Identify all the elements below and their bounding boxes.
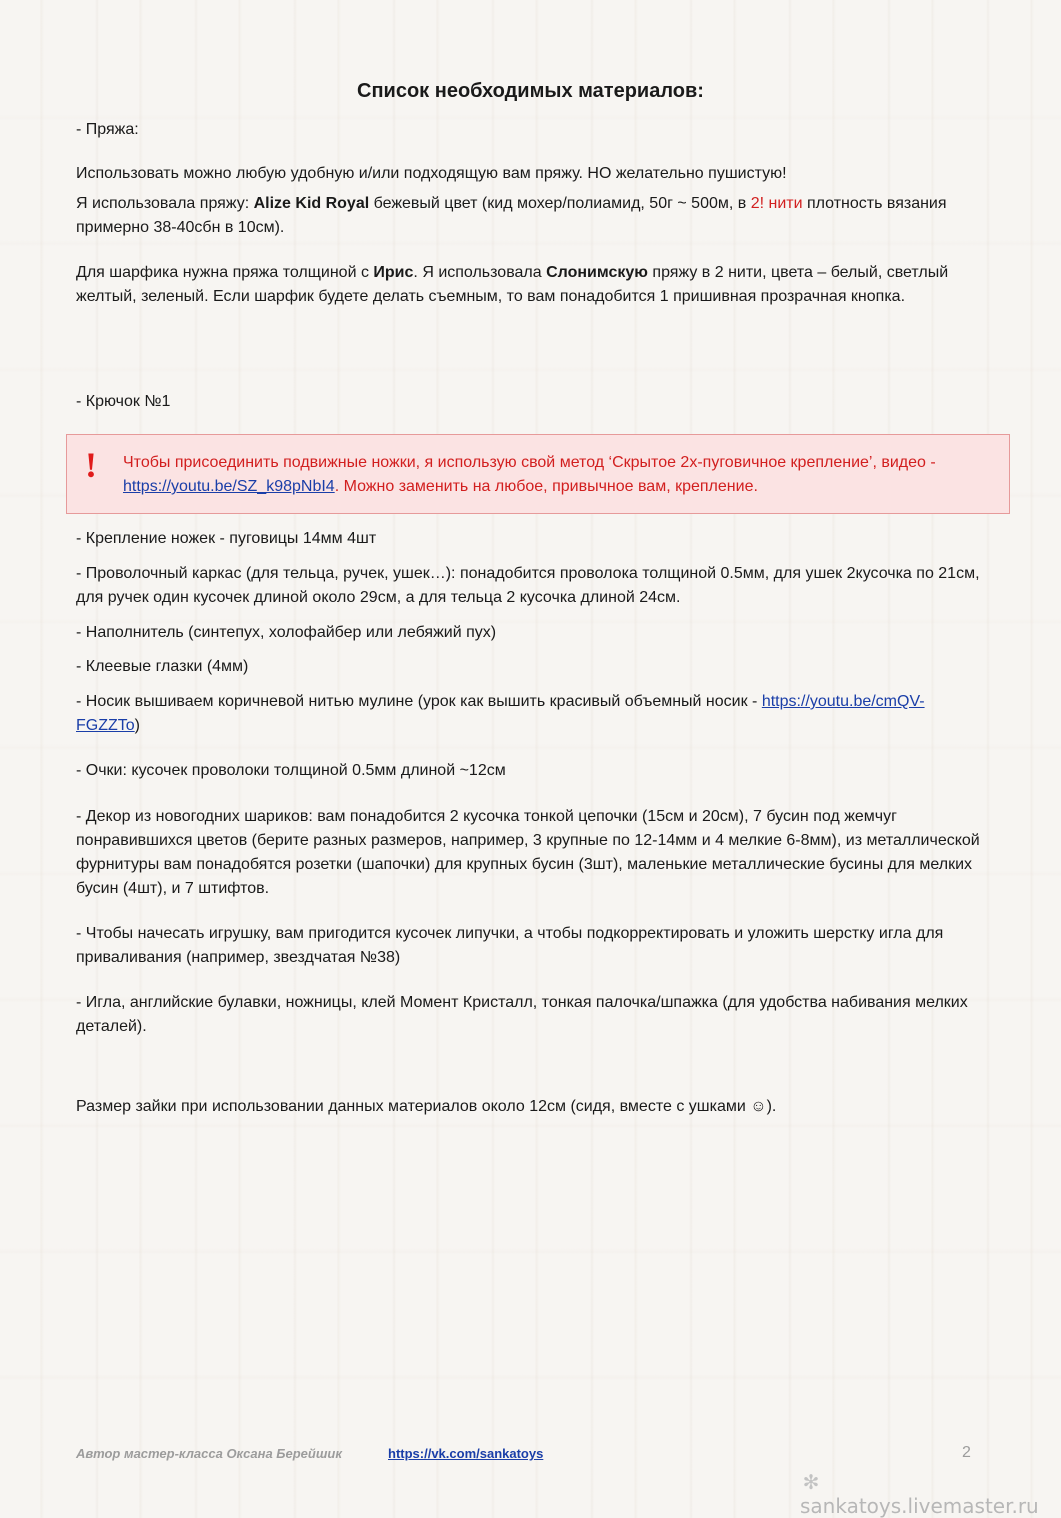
exclamation-icon: ! — [85, 445, 97, 485]
footer-author: Автор мастер-класса Оксана Берейшик — [76, 1446, 342, 1461]
yarn-intro: Использовать можно любую удобную и/или подходящую вам пряжу. НО желательно пушистую! — [76, 165, 787, 182]
yarn-used-text-2: бежевый цвет (кид мохер/полиамид, 50г ~ 500м, в — [369, 195, 751, 212]
scarf-text-1: Для шарфика нужна пряжа толщиной с — [76, 264, 374, 281]
footer-site-link[interactable]: https://vk.com/sankatoys — [388, 1446, 544, 1461]
item-eyes: - Клеевые глазки (4мм) — [76, 658, 249, 675]
video-link-legs[interactable]: https://youtu.be/SZ_k98pNbI4 — [123, 478, 335, 495]
size-note: Размер зайки при использовании данных материалов около 12см (сидя, вместе с ушками ☺). — [76, 1098, 777, 1115]
yarn-used-paragraph — [76, 192, 986, 240]
item-legs: - Крепление ножек - пуговицы 14мм 4шт — [76, 530, 377, 547]
yarn-used-text-1: Я использовала пряжу: — [76, 195, 254, 212]
scarf-paragraph — [76, 261, 986, 309]
attention-box — [66, 434, 1010, 514]
scarf-yarn-iris: Ирис — [373, 264, 414, 281]
nose-text-1: - Носик вышиваем коричневой нитью мулине (урок как вышить красивый объемный носик - — [76, 693, 762, 710]
yarn-heading: - Пряжа: — [76, 121, 139, 138]
scarf-text-3: пряжу в 2 нити, цвета – белый, светлый желтый, зеленый. Если шарфик будете делать съемным, то вам понадобится 1 пришивная прозрачная кнопка. — [76, 264, 949, 305]
attention-text-1: Чтобы присоединить подвижные ножки, я использую свой метод ‘Скрытое 2х-пуговичное крепление’, видео - — [123, 454, 936, 471]
item-filler: - Наполнитель (синтепух, холофайбер или лебяжий пух) — [76, 624, 497, 641]
item-brush: - Чтобы начесать игрушку, вам пригодится кусочек липучки, а чтобы подкорректировать и уложить шерстку игла для приваливания (например, звездчатая №38) — [76, 925, 944, 966]
item-decor: - Декор из новогодних шариков: вам понадобится 2 кусочка тонкой цепочки (15см и 20см), 7 бусин под жемчуг понравившихся цветов (берите разных размеров, например, 3 крупные по 12-14мм и 4 мелкие 6-8мм), из металлической фурнитуры вам понадобятся розетки (шапочки) для крупных бусин (3шт), маленькие металлические бусины для мелких бусин (4шт), и 7 штифтов. — [76, 808, 980, 897]
yarn-used-text-3: плотность вязания примерно 38-40сбн в 10см). — [76, 195, 947, 236]
yarn-brand: Alize Kid Royal — [253, 195, 370, 212]
watermark-text: sankatoys.livemaster.ru — [800, 1494, 1039, 1518]
video-link-nose[interactable]: https://youtu.be/cmQV-FGZZTo — [76, 693, 925, 734]
page-number: 2 — [962, 1444, 971, 1461]
page-title: Список необходимых материалов: — [357, 80, 704, 102]
item-glasses: - Очки: кусочек проволоки толщиной 0.5мм длиной ~12см — [76, 762, 506, 779]
item-nose — [76, 690, 986, 738]
hook-item: - Крючок №1 — [76, 393, 171, 410]
gear-flower-icon: ✻ — [802, 1470, 820, 1494]
attention-text — [123, 451, 993, 499]
site-watermark — [800, 1470, 1061, 1518]
scarf-yarn-slonim: Слонимскую — [546, 264, 648, 281]
scarf-text-2: . Я использовала — [413, 264, 547, 281]
item-tools: - Игла, английские булавки, ножницы, клей Момент Кристалл, тонкая палочка/шпажка (для удобства набивания мелких деталей). — [76, 994, 968, 1035]
yarn-threads-note: 2! нити — [750, 195, 803, 212]
page-footer — [76, 1446, 976, 1466]
nose-text-2: ) — [134, 717, 140, 734]
item-wire: - Проволочный каркас (для тельца, ручек, ушек…): понадобится проволока толщиной 0.5мм, для ушек 2кусочка по 21см, для ручек один кусочек длиной около 29см, а для тельца 2 кусочка длиной 24см. — [76, 565, 980, 606]
attention-text-2: . Можно заменить на любое, привычное вам, крепление. — [334, 478, 758, 495]
